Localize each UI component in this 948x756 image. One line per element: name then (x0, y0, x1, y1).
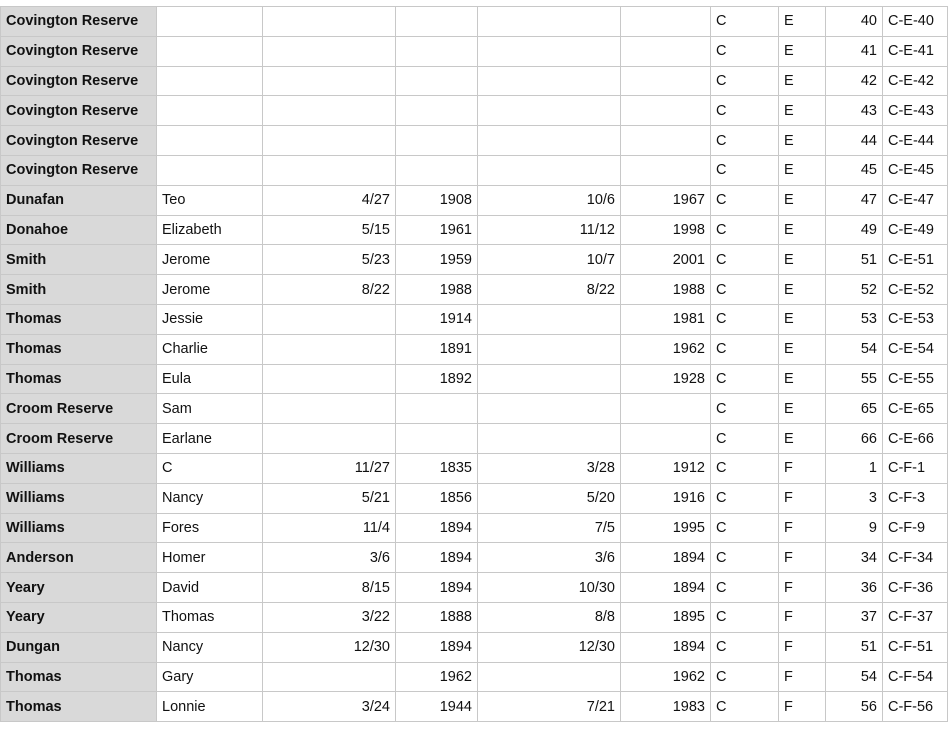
birth-year-cell[interactable] (396, 394, 478, 424)
section-cell[interactable]: C (711, 334, 779, 364)
death-date-cell[interactable]: 5/20 (478, 483, 621, 513)
death-year-cell[interactable]: 1995 (621, 513, 711, 543)
section-cell[interactable]: C (711, 155, 779, 185)
last-name-cell[interactable]: Thomas (1, 364, 157, 394)
last-name-cell[interactable]: Williams (1, 513, 157, 543)
birth-year-cell[interactable]: 1988 (396, 275, 478, 305)
table-row (1, 394, 948, 424)
death-date-cell[interactable]: 8/22 (478, 275, 621, 305)
section-cell[interactable]: C (711, 632, 779, 662)
death-date-cell[interactable] (478, 7, 621, 37)
row-cell[interactable]: F (779, 602, 826, 632)
first-name-cell[interactable]: Fores (157, 513, 263, 543)
table-row (1, 692, 948, 722)
birth-year-cell[interactable]: 1962 (396, 662, 478, 692)
section-cell[interactable]: C (711, 573, 779, 603)
plot-code-cell[interactable]: C-E-41 (883, 36, 948, 66)
plot-code-cell[interactable]: C-F-37 (883, 602, 948, 632)
birth-year-cell[interactable]: 1856 (396, 483, 478, 513)
death-date-cell[interactable] (478, 662, 621, 692)
death-date-cell[interactable]: 11/12 (478, 215, 621, 245)
first-name-cell[interactable] (157, 36, 263, 66)
section-cell[interactable]: C (711, 7, 779, 37)
birth-year-cell[interactable]: 1891 (396, 334, 478, 364)
section-cell[interactable]: C (711, 126, 779, 156)
first-name-cell[interactable] (157, 155, 263, 185)
table-row (1, 275, 948, 305)
death-year-cell[interactable]: 1962 (621, 334, 711, 364)
plot-number-cell[interactable]: 34 (826, 543, 883, 573)
plot-code-cell[interactable]: C-E-55 (883, 364, 948, 394)
birth-date-cell[interactable] (263, 424, 396, 454)
section-cell[interactable]: C (711, 185, 779, 215)
last-name-cell[interactable]: Smith (1, 275, 157, 305)
first-name-cell[interactable]: Jerome (157, 245, 263, 275)
death-year-cell[interactable] (621, 424, 711, 454)
birth-date-cell[interactable] (263, 364, 396, 394)
birth-date-cell[interactable]: 3/6 (263, 543, 396, 573)
death-year-cell[interactable]: 2001 (621, 245, 711, 275)
section-cell[interactable]: C (711, 394, 779, 424)
birth-date-cell[interactable] (263, 7, 396, 37)
last-name-cell[interactable]: Dunafan (1, 185, 157, 215)
death-date-cell[interactable] (478, 394, 621, 424)
first-name-cell[interactable]: C (157, 453, 263, 483)
row-cell[interactable]: E (779, 364, 826, 394)
death-date-cell[interactable]: 7/5 (478, 513, 621, 543)
death-year-cell[interactable] (621, 36, 711, 66)
section-cell[interactable]: C (711, 483, 779, 513)
death-year-cell[interactable]: 1894 (621, 573, 711, 603)
first-name-cell[interactable]: Thomas (157, 602, 263, 632)
plot-code-cell[interactable]: C-E-65 (883, 394, 948, 424)
birth-year-cell[interactable]: 1894 (396, 513, 478, 543)
plot-code-cell[interactable]: C-F-56 (883, 692, 948, 722)
death-date-cell[interactable] (478, 66, 621, 96)
death-date-cell[interactable]: 3/28 (478, 453, 621, 483)
last-name-cell[interactable]: Covington Reserve (1, 7, 157, 37)
row-cell[interactable]: F (779, 543, 826, 573)
plot-code-cell[interactable]: C-F-36 (883, 573, 948, 603)
row-cell[interactable]: E (779, 36, 826, 66)
birth-year-cell[interactable] (396, 96, 478, 126)
section-cell[interactable]: C (711, 543, 779, 573)
death-year-cell[interactable]: 1895 (621, 602, 711, 632)
last-name-cell[interactable]: Covington Reserve (1, 96, 157, 126)
first-name-cell[interactable]: Teo (157, 185, 263, 215)
row-cell[interactable]: F (779, 573, 826, 603)
death-year-cell[interactable] (621, 7, 711, 37)
first-name-cell[interactable] (157, 7, 263, 37)
death-date-cell[interactable]: 8/8 (478, 602, 621, 632)
death-date-cell[interactable] (478, 126, 621, 156)
death-year-cell[interactable]: 1962 (621, 662, 711, 692)
row-cell[interactable]: E (779, 334, 826, 364)
birth-year-cell[interactable] (396, 36, 478, 66)
table-row (1, 215, 948, 245)
death-date-cell[interactable]: 7/21 (478, 692, 621, 722)
row-cell[interactable]: F (779, 662, 826, 692)
birth-year-cell[interactable] (396, 155, 478, 185)
first-name-cell[interactable]: Jerome (157, 275, 263, 305)
first-name-cell[interactable]: Homer (157, 543, 263, 573)
plot-number-cell[interactable]: 52 (826, 275, 883, 305)
table-row (1, 334, 948, 364)
birth-date-cell[interactable] (263, 66, 396, 96)
plot-code-cell[interactable]: C-E-40 (883, 7, 948, 37)
plot-number-cell[interactable]: 41 (826, 36, 883, 66)
death-date-cell[interactable] (478, 155, 621, 185)
section-cell[interactable]: C (711, 513, 779, 543)
table-row (1, 424, 948, 454)
death-date-cell[interactable]: 10/30 (478, 573, 621, 603)
first-name-cell[interactable] (157, 126, 263, 156)
birth-year-cell[interactable]: 1894 (396, 543, 478, 573)
row-cell[interactable]: F (779, 453, 826, 483)
row-cell[interactable]: E (779, 126, 826, 156)
spreadsheet-table (0, 6, 948, 722)
plot-number-cell[interactable]: 53 (826, 304, 883, 334)
birth-year-cell[interactable]: 1908 (396, 185, 478, 215)
first-name-cell[interactable]: Eula (157, 364, 263, 394)
birth-date-cell[interactable]: 5/23 (263, 245, 396, 275)
birth-date-cell[interactable]: 3/22 (263, 602, 396, 632)
birth-date-cell[interactable]: 8/15 (263, 573, 396, 603)
birth-year-cell[interactable]: 1959 (396, 245, 478, 275)
birth-date-cell[interactable]: 3/24 (263, 692, 396, 722)
last-name-cell[interactable]: Yeary (1, 573, 157, 603)
last-name-cell[interactable]: Thomas (1, 304, 157, 334)
section-cell[interactable]: C (711, 66, 779, 96)
death-year-cell[interactable]: 1981 (621, 304, 711, 334)
table-row (1, 245, 948, 275)
last-name-cell[interactable]: Covington Reserve (1, 155, 157, 185)
birth-date-cell[interactable]: 11/27 (263, 453, 396, 483)
plot-code-cell[interactable]: C-E-54 (883, 334, 948, 364)
death-year-cell[interactable]: 1983 (621, 692, 711, 722)
section-cell[interactable]: C (711, 364, 779, 394)
birth-year-cell[interactable] (396, 126, 478, 156)
last-name-cell[interactable]: Croom Reserve (1, 424, 157, 454)
plot-code-cell[interactable]: C-E-53 (883, 304, 948, 334)
row-cell[interactable]: E (779, 304, 826, 334)
row-cell[interactable]: F (779, 692, 826, 722)
table-row (1, 36, 948, 66)
death-date-cell[interactable] (478, 334, 621, 364)
table-row (1, 602, 948, 632)
death-date-cell[interactable] (478, 304, 621, 334)
last-name-cell[interactable]: Thomas (1, 334, 157, 364)
plot-code-cell[interactable]: C-F-34 (883, 543, 948, 573)
death-date-cell[interactable] (478, 36, 621, 66)
birth-date-cell[interactable]: 12/30 (263, 632, 396, 662)
section-cell[interactable]: C (711, 36, 779, 66)
row-cell[interactable]: E (779, 394, 826, 424)
birth-date-cell[interactable]: 4/27 (263, 185, 396, 215)
death-year-cell[interactable]: 1894 (621, 632, 711, 662)
section-cell[interactable]: C (711, 275, 779, 305)
first-name-cell[interactable] (157, 66, 263, 96)
death-year-cell[interactable]: 1916 (621, 483, 711, 513)
plot-code-cell[interactable]: C-E-44 (883, 126, 948, 156)
first-name-cell[interactable]: Nancy (157, 632, 263, 662)
plot-code-cell[interactable]: C-F-1 (883, 453, 948, 483)
row-cell[interactable]: E (779, 155, 826, 185)
birth-date-cell[interactable] (263, 155, 396, 185)
last-name-cell[interactable]: Covington Reserve (1, 36, 157, 66)
plot-code-cell[interactable]: C-F-54 (883, 662, 948, 692)
first-name-cell[interactable]: Gary (157, 662, 263, 692)
table-row (1, 543, 948, 573)
last-name-cell[interactable]: Anderson (1, 543, 157, 573)
plot-number-cell[interactable]: 36 (826, 573, 883, 603)
plot-number-cell[interactable]: 3 (826, 483, 883, 513)
plot-number-cell[interactable]: 51 (826, 245, 883, 275)
last-name-cell[interactable]: Thomas (1, 662, 157, 692)
first-name-cell[interactable]: Earlane (157, 424, 263, 454)
death-year-cell[interactable]: 1988 (621, 275, 711, 305)
birth-year-cell[interactable] (396, 66, 478, 96)
first-name-cell[interactable]: Lonnie (157, 692, 263, 722)
row-cell[interactable]: E (779, 215, 826, 245)
row-cell[interactable]: E (779, 275, 826, 305)
death-date-cell[interactable]: 12/30 (478, 632, 621, 662)
birth-date-cell[interactable] (263, 304, 396, 334)
last-name-cell[interactable]: Thomas (1, 692, 157, 722)
death-year-cell[interactable] (621, 155, 711, 185)
birth-date-cell[interactable] (263, 334, 396, 364)
section-cell[interactable]: C (711, 424, 779, 454)
section-cell[interactable]: C (711, 692, 779, 722)
table-row (1, 185, 948, 215)
first-name-cell[interactable]: David (157, 573, 263, 603)
death-year-cell[interactable] (621, 126, 711, 156)
birth-date-cell[interactable] (263, 662, 396, 692)
death-date-cell[interactable] (478, 96, 621, 126)
table-row (1, 364, 948, 394)
plot-number-cell[interactable]: 55 (826, 364, 883, 394)
table-row (1, 7, 948, 37)
death-year-cell[interactable]: 1998 (621, 215, 711, 245)
plot-number-cell[interactable]: 54 (826, 334, 883, 364)
death-year-cell[interactable] (621, 66, 711, 96)
first-name-cell[interactable]: Charlie (157, 334, 263, 364)
row-cell[interactable]: E (779, 424, 826, 454)
table-row (1, 632, 948, 662)
birth-year-cell[interactable]: 1894 (396, 573, 478, 603)
plot-number-cell[interactable]: 47 (826, 185, 883, 215)
section-cell[interactable]: C (711, 602, 779, 632)
last-name-cell[interactable]: Dungan (1, 632, 157, 662)
table-row (1, 513, 948, 543)
row-cell[interactable]: E (779, 245, 826, 275)
last-name-cell[interactable]: Covington Reserve (1, 66, 157, 96)
table-row (1, 96, 948, 126)
row-cell[interactable]: E (779, 185, 826, 215)
plot-code-cell[interactable]: C-E-52 (883, 275, 948, 305)
plot-code-cell[interactable]: C-E-49 (883, 215, 948, 245)
spreadsheet-body (1, 7, 948, 722)
table-row (1, 573, 948, 603)
birth-date-cell[interactable] (263, 36, 396, 66)
birth-date-cell[interactable]: 5/15 (263, 215, 396, 245)
birth-date-cell[interactable]: 8/22 (263, 275, 396, 305)
birth-date-cell[interactable] (263, 126, 396, 156)
birth-year-cell[interactable]: 1914 (396, 304, 478, 334)
row-cell[interactable]: F (779, 632, 826, 662)
plot-number-cell[interactable]: 40 (826, 7, 883, 37)
plot-code-cell[interactable]: C-F-51 (883, 632, 948, 662)
death-year-cell[interactable]: 1894 (621, 543, 711, 573)
death-date-cell[interactable]: 10/6 (478, 185, 621, 215)
birth-year-cell[interactable] (396, 7, 478, 37)
birth-year-cell[interactable]: 1894 (396, 632, 478, 662)
death-date-cell[interactable]: 3/6 (478, 543, 621, 573)
row-cell[interactable]: F (779, 483, 826, 513)
death-date-cell[interactable]: 10/7 (478, 245, 621, 275)
first-name-cell[interactable]: Elizabeth (157, 215, 263, 245)
plot-code-cell[interactable]: C-F-3 (883, 483, 948, 513)
section-cell[interactable]: C (711, 304, 779, 334)
plot-number-cell[interactable]: 66 (826, 424, 883, 454)
birth-year-cell[interactable]: 1835 (396, 453, 478, 483)
plot-code-cell[interactable]: C-E-47 (883, 185, 948, 215)
plot-number-cell[interactable]: 45 (826, 155, 883, 185)
table-row (1, 662, 948, 692)
last-name-cell[interactable]: Yeary (1, 602, 157, 632)
table-row (1, 155, 948, 185)
plot-code-cell[interactable]: C-E-51 (883, 245, 948, 275)
birth-date-cell[interactable]: 11/4 (263, 513, 396, 543)
first-name-cell[interactable] (157, 96, 263, 126)
last-name-cell[interactable]: Donahoe (1, 215, 157, 245)
birth-year-cell[interactable] (396, 424, 478, 454)
plot-number-cell[interactable]: 54 (826, 662, 883, 692)
plot-code-cell[interactable]: C-E-43 (883, 96, 948, 126)
death-year-cell[interactable]: 1928 (621, 364, 711, 394)
plot-number-cell[interactable]: 44 (826, 126, 883, 156)
table-row (1, 66, 948, 96)
row-cell[interactable]: F (779, 513, 826, 543)
row-cell[interactable]: E (779, 66, 826, 96)
plot-number-cell[interactable]: 43 (826, 96, 883, 126)
table-row (1, 126, 948, 156)
birth-year-cell[interactable]: 1944 (396, 692, 478, 722)
birth-date-cell[interactable] (263, 96, 396, 126)
first-name-cell[interactable]: Sam (157, 394, 263, 424)
row-cell[interactable]: E (779, 96, 826, 126)
birth-date-cell[interactable]: 5/21 (263, 483, 396, 513)
table-row (1, 304, 948, 334)
plot-number-cell[interactable]: 1 (826, 453, 883, 483)
section-cell[interactable]: C (711, 662, 779, 692)
plot-number-cell[interactable]: 42 (826, 66, 883, 96)
plot-number-cell[interactable]: 51 (826, 632, 883, 662)
death-year-cell[interactable]: 1967 (621, 185, 711, 215)
plot-number-cell[interactable]: 65 (826, 394, 883, 424)
plot-number-cell[interactable]: 9 (826, 513, 883, 543)
birth-date-cell[interactable] (263, 394, 396, 424)
last-name-cell[interactable]: Williams (1, 453, 157, 483)
last-name-cell[interactable]: Croom Reserve (1, 394, 157, 424)
death-date-cell[interactable] (478, 364, 621, 394)
first-name-cell[interactable]: Nancy (157, 483, 263, 513)
death-year-cell[interactable] (621, 394, 711, 424)
birth-year-cell[interactable]: 1961 (396, 215, 478, 245)
table-row (1, 453, 948, 483)
section-cell[interactable]: C (711, 453, 779, 483)
plot-code-cell[interactable]: C-E-42 (883, 66, 948, 96)
last-name-cell[interactable]: Smith (1, 245, 157, 275)
death-year-cell[interactable]: 1912 (621, 453, 711, 483)
death-year-cell[interactable] (621, 96, 711, 126)
last-name-cell[interactable]: Williams (1, 483, 157, 513)
plot-number-cell[interactable]: 37 (826, 602, 883, 632)
first-name-cell[interactable]: Jessie (157, 304, 263, 334)
row-cell[interactable]: E (779, 7, 826, 37)
birth-year-cell[interactable]: 1888 (396, 602, 478, 632)
plot-code-cell[interactable]: C-E-66 (883, 424, 948, 454)
plot-number-cell[interactable]: 56 (826, 692, 883, 722)
section-cell[interactable]: C (711, 245, 779, 275)
plot-code-cell[interactable]: C-F-9 (883, 513, 948, 543)
birth-year-cell[interactable]: 1892 (396, 364, 478, 394)
section-cell[interactable]: C (711, 215, 779, 245)
plot-number-cell[interactable]: 49 (826, 215, 883, 245)
last-name-cell[interactable]: Covington Reserve (1, 126, 157, 156)
plot-code-cell[interactable]: C-E-45 (883, 155, 948, 185)
table-row (1, 483, 948, 513)
section-cell[interactable]: C (711, 96, 779, 126)
death-date-cell[interactable] (478, 424, 621, 454)
